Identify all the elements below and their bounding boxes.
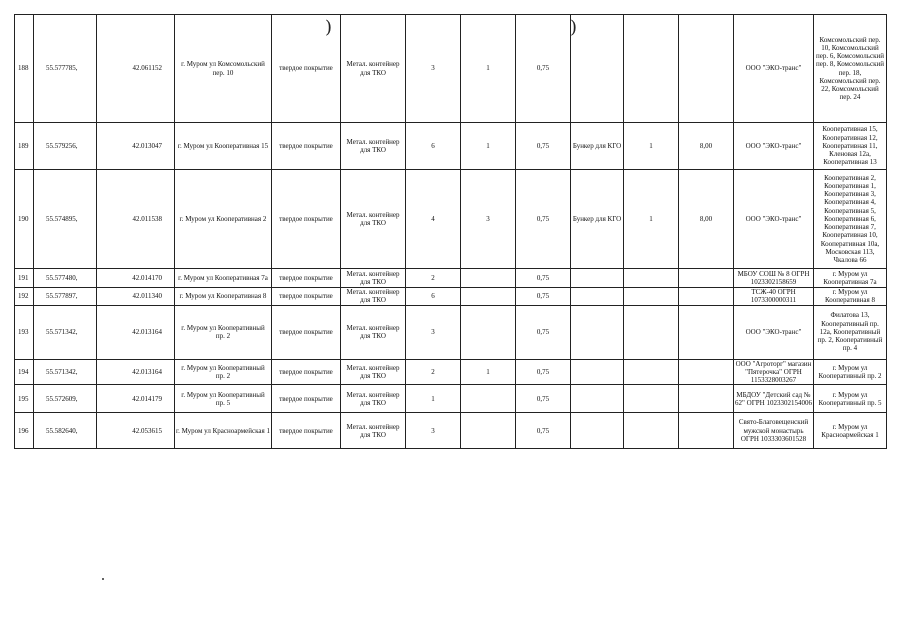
address-cell: г. Муром ул Комсомольский пер. 10 [175, 15, 272, 123]
row-number: 194 [15, 359, 34, 385]
waste-sources-cell: Комсомольский пер. 10, Комсомольский пер. 6, Комсомольский пер. 8, Комсомольский пер. 18, Комсомольский пер. 22, Комсомольский пер. 24 [814, 15, 887, 123]
owner-cell: ООО "ЭКО-транс" [734, 15, 814, 123]
bunker-type-cell [571, 385, 624, 413]
scan-speck [102, 578, 104, 580]
bunker-volume-cell [679, 359, 734, 385]
longitude-cell: 42.011340 [97, 288, 175, 306]
container-type-cell: Метал. контейнер для ТКО [341, 359, 406, 385]
bunker-volume-cell: 8,00 [679, 170, 734, 269]
container-planned-cell [461, 413, 516, 449]
waste-sources-cell: Кооперативная 2, Кооперативная 1, Кооперативная 3, Кооперативная 4, Кооперативная 5, Кооперативная 6, Кооперативная 7, Кооперативная 10, Кооперативная 10а, Московская 113, Чкалова 66 [814, 170, 887, 269]
bunker-volume-cell [679, 288, 734, 306]
row-number: 189 [15, 123, 34, 170]
bunker-count-cell [624, 305, 679, 359]
bunker-count-cell [624, 359, 679, 385]
table-row [15, 288, 887, 306]
waste-sources-cell: г. Муром ул Кооперативный пр. 2 [814, 359, 887, 385]
latitude-cell: 55.571342, [34, 305, 97, 359]
owner-cell: ООО "Агроторг" магазин "Пятерочка" ОГРН 1153328003267 [734, 359, 814, 385]
bunker-volume-cell [679, 385, 734, 413]
container-volume-cell: 0,75 [516, 288, 571, 306]
table-row [15, 413, 887, 449]
container-type-cell: Метал. контейнер для ТКО [341, 288, 406, 306]
surface-cell: твердое покрытие [272, 269, 341, 288]
longitude-cell: 42.013164 [97, 305, 175, 359]
bunker-type-cell [571, 288, 624, 306]
container-count-cell: 6 [406, 288, 461, 306]
longitude-cell: 42.014170 [97, 269, 175, 288]
container-count-cell: 6 [406, 123, 461, 170]
container-volume-cell: 0,75 [516, 123, 571, 170]
container-type-cell: Метал. контейнер для ТКО [341, 123, 406, 170]
bunker-type-cell [571, 413, 624, 449]
container-planned-cell [461, 385, 516, 413]
owner-cell: Свято-Благовещенский мужской монастырь ОГРН 1033303601528 [734, 413, 814, 449]
bunker-volume-cell [679, 15, 734, 123]
container-count-cell: 3 [406, 305, 461, 359]
waste-sources-cell: Кооперативная 15, Кооперативная 12, Кооперативная 11, Кленовая 12а, Кооперативная 13 [814, 123, 887, 170]
container-count-cell: 1 [406, 385, 461, 413]
bunker-type-cell [571, 269, 624, 288]
surface-cell: твердое покрытие [272, 359, 341, 385]
address-cell: г. Муром ул Кооперативный пр. 5 [175, 385, 272, 413]
address-cell: г. Муром ул Кооперативная 8 [175, 288, 272, 306]
longitude-cell: 42.013164 [97, 359, 175, 385]
bunker-type-cell: Бункер для КГО [571, 123, 624, 170]
bunker-count-cell [624, 413, 679, 449]
address-cell: г. Муром ул Кооперативный пр. 2 [175, 359, 272, 385]
row-number: 191 [15, 269, 34, 288]
longitude-cell: 42.014179 [97, 385, 175, 413]
bunker-count-cell [624, 15, 679, 123]
latitude-cell: 55.572609, [34, 385, 97, 413]
surface-cell: твердое покрытие [272, 288, 341, 306]
owner-cell: ООО "ЭКО-транс" [734, 305, 814, 359]
owner-cell: ООО "ЭКО-транс" [734, 170, 814, 269]
container-planned-cell: 1 [461, 15, 516, 123]
bunker-type-cell [571, 15, 624, 123]
surface-cell: твердое покрытие [272, 15, 341, 123]
address-cell: г. Муром ул Кооперативная 2 [175, 170, 272, 269]
container-type-cell: Метал. контейнер для ТКО [341, 385, 406, 413]
bunker-count-cell: 1 [624, 170, 679, 269]
surface-cell: твердое покрытие [272, 413, 341, 449]
container-count-cell: 4 [406, 170, 461, 269]
container-type-cell: Метал. контейнер для ТКО [341, 15, 406, 123]
longitude-cell: 42.061152 [97, 15, 175, 123]
bunker-volume-cell [679, 269, 734, 288]
waste-sources-cell: г. Муром ул Кооперативная 8 [814, 288, 887, 306]
owner-cell: МБОУ СОШ № 8 ОГРН 1023302158659 [734, 269, 814, 288]
table-row [15, 359, 887, 385]
container-volume-cell: 0,75 [516, 15, 571, 123]
row-number: 196 [15, 413, 34, 449]
waste-sources-cell: г. Муром ул Красноармейская 1 [814, 413, 887, 449]
container-type-cell: Метал. контейнер для ТКО [341, 305, 406, 359]
row-number: 193 [15, 305, 34, 359]
row-number: 190 [15, 170, 34, 269]
surface-cell: твердое покрытие [272, 305, 341, 359]
table-row [15, 123, 887, 170]
bunker-count-cell [624, 288, 679, 306]
container-count-cell: 3 [406, 413, 461, 449]
address-cell: г. Муром ул Кооперативная 7а [175, 269, 272, 288]
container-type-cell: Метал. контейнер для ТКО [341, 413, 406, 449]
bunker-count-cell [624, 385, 679, 413]
owner-cell: ООО "ЭКО-транс" [734, 123, 814, 170]
address-cell: г. Муром ул Кооперативный пр. 2 [175, 305, 272, 359]
bunker-volume-cell: 8,00 [679, 123, 734, 170]
container-volume-cell: 0,75 [516, 170, 571, 269]
longitude-cell: 42.013047 [97, 123, 175, 170]
container-planned-cell [461, 305, 516, 359]
container-volume-cell: 0,75 [516, 413, 571, 449]
address-cell: г. Муром ул Красноармейская 1 [175, 413, 272, 449]
table-row [15, 15, 887, 123]
container-planned-cell: 1 [461, 359, 516, 385]
row-number: 188 [15, 15, 34, 123]
container-volume-cell: 0,75 [516, 359, 571, 385]
bunker-type-cell: Бункер для КГО [571, 170, 624, 269]
latitude-cell: 55.582640, [34, 413, 97, 449]
owner-cell: ТСЖ-40 ОГРН 1073300000311 [734, 288, 814, 306]
bunker-volume-cell [679, 305, 734, 359]
container-volume-cell: 0,75 [516, 269, 571, 288]
table-row [15, 170, 887, 269]
bunker-count-cell [624, 269, 679, 288]
container-planned-cell: 3 [461, 170, 516, 269]
surface-cell: твердое покрытие [272, 170, 341, 269]
waste-sources-cell: Филатова 13, Кооперативный пр. 12а, Кооперативный пр. 2, Кооперативный пр. 4 [814, 305, 887, 359]
row-number: 195 [15, 385, 34, 413]
container-type-cell: Метал. контейнер для ТКО [341, 170, 406, 269]
container-planned-cell [461, 288, 516, 306]
container-volume-cell: 0,75 [516, 385, 571, 413]
surface-cell: твердое покрытие [272, 385, 341, 413]
bunker-count-cell: 1 [624, 123, 679, 170]
row-number: 192 [15, 288, 34, 306]
container-volume-cell: 0,75 [516, 305, 571, 359]
container-count-cell: 2 [406, 359, 461, 385]
scan-mark-right: ) [570, 17, 578, 38]
surface-cell: твердое покрытие [272, 123, 341, 170]
container-count-cell: 2 [406, 269, 461, 288]
latitude-cell: 55.577480, [34, 269, 97, 288]
table-row [15, 385, 887, 413]
latitude-cell: 55.577785, [34, 15, 97, 123]
latitude-cell: 55.579256, [34, 123, 97, 170]
latitude-cell: 55.571342, [34, 359, 97, 385]
bunker-volume-cell [679, 413, 734, 449]
owner-cell: МБДОУ "Детский сад № 62" ОГРН 1023302154006 [734, 385, 814, 413]
longitude-cell: 42.011538 [97, 170, 175, 269]
waste-sources-cell: г. Муром ул Кооперативный пр. 5 [814, 385, 887, 413]
waste-sources-cell: г. Муром ул Кооперативная 7а [814, 269, 887, 288]
container-planned-cell: 1 [461, 123, 516, 170]
container-type-cell: Метал. контейнер для ТКО [341, 269, 406, 288]
bunker-type-cell [571, 305, 624, 359]
table-row [15, 269, 887, 288]
address-cell: г. Муром ул Кооперативная 15 [175, 123, 272, 170]
latitude-cell: 55.577897, [34, 288, 97, 306]
container-planned-cell [461, 269, 516, 288]
container-count-cell: 3 [406, 15, 461, 123]
waste-sites-table [14, 14, 887, 449]
scan-mark-left: ) [325, 17, 333, 38]
longitude-cell: 42.053615 [97, 413, 175, 449]
latitude-cell: 55.574895, [34, 170, 97, 269]
bunker-type-cell [571, 359, 624, 385]
table-row [15, 305, 887, 359]
